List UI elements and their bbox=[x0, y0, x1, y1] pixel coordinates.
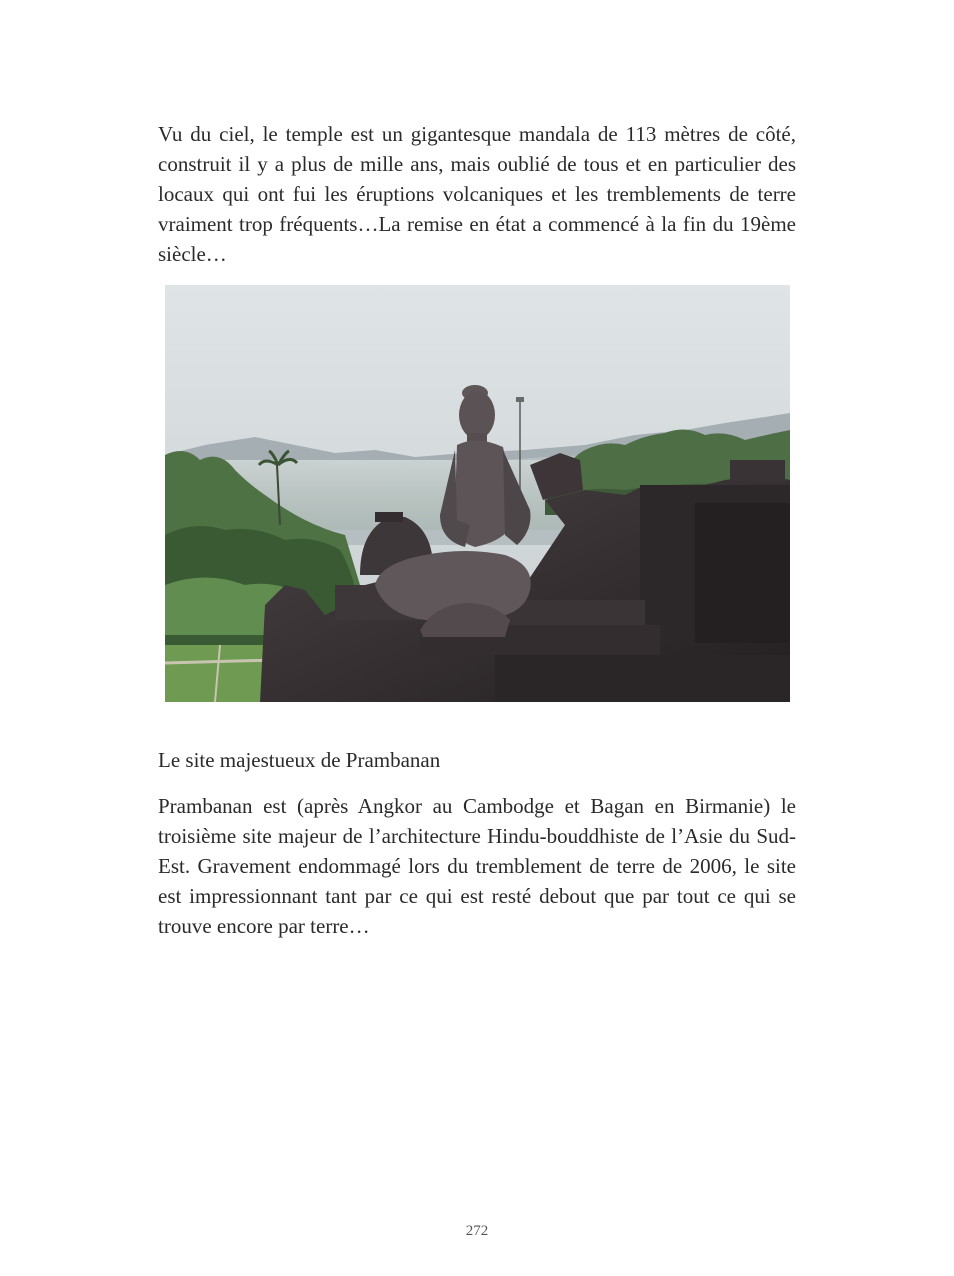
body-paragraph: Prambanan est (après Angkor au Cambodge et Bagan en Birmanie) le troisième site majeur de l’architecture Hindu-bouddhiste de l’Asie du Sud-Est. Gravement endommagé lors du tremblement de terre de 2006, le site est impressionnant tant par ce qui est resté debout que par tout ce qui se trouve encore par terre… bbox=[158, 794, 796, 938]
body-paragraph: Vu du ciel, le temple est un gigantesque mandala de 113 mètres de côté, construit il y a plus de mille ans, mais oublié de tous et en particulier des locaux qui ont fui les éruptions volcaniques et les tremblements de terre vraiment trop fréquents…La remise en état a commencé à la fin du 19ème siècle… bbox=[158, 122, 796, 266]
page-number: 272 bbox=[465, 1223, 489, 1239]
temple-buddha-photo bbox=[165, 285, 790, 702]
section-heading: Le site majestueux de Prambanan bbox=[158, 748, 441, 772]
